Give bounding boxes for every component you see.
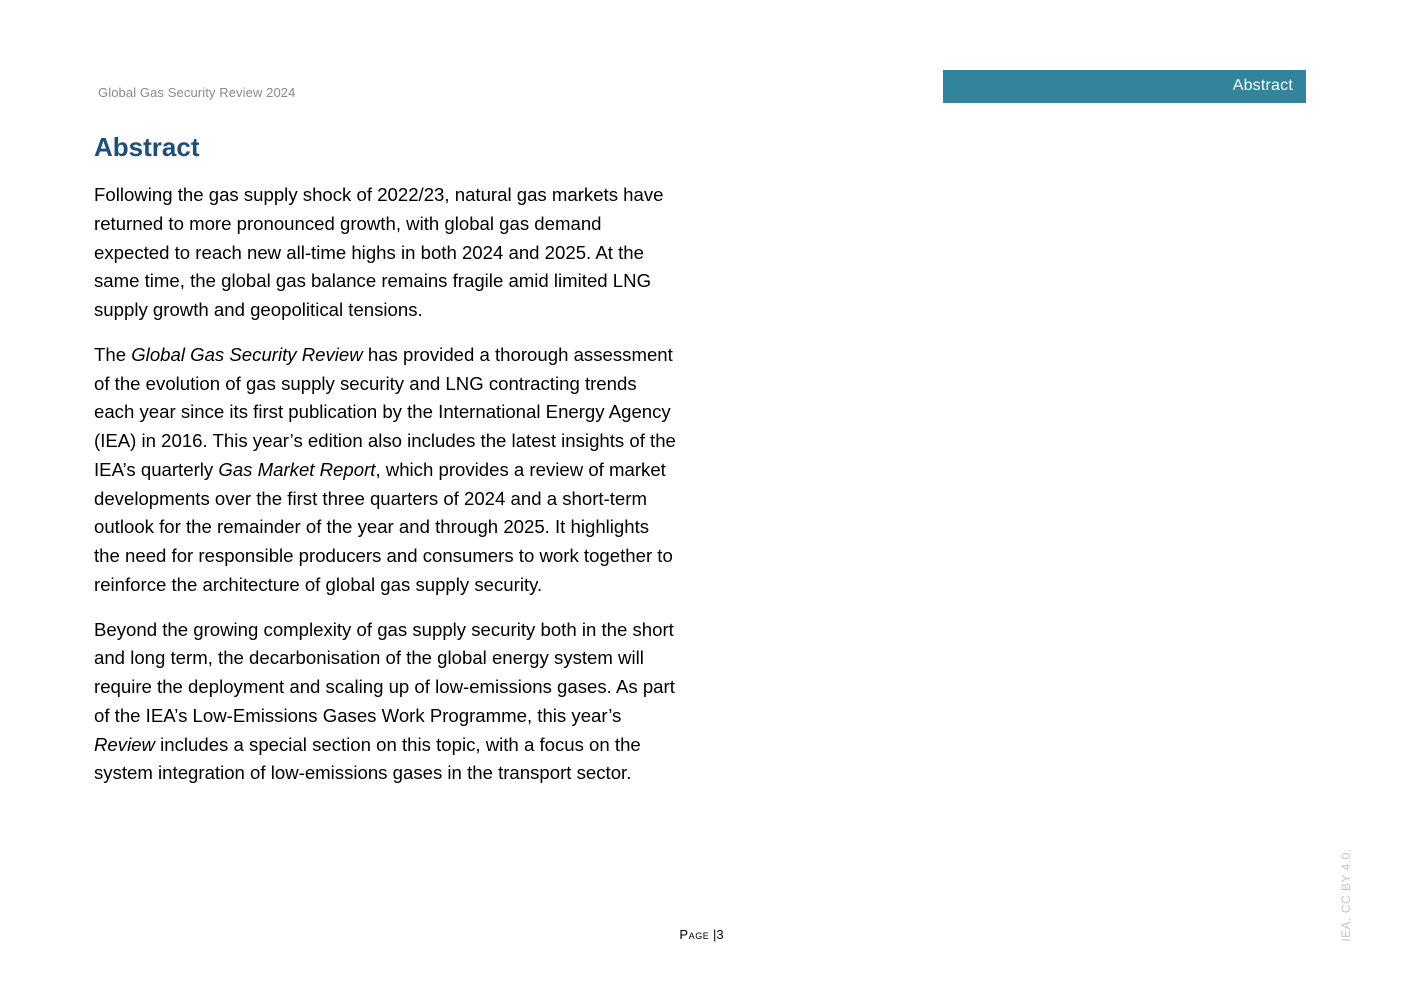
gas-market-report-italic: Gas Market Report <box>218 458 376 480</box>
paragraph-1 <box>94 181 676 325</box>
section-tab <box>943 70 1306 103</box>
license-notice: IEA. CC BY 4.0. <box>1339 848 1353 942</box>
report-title-italic: Global Gas Security Review <box>131 343 363 365</box>
paragraph-3-text-a: Beyond the growing complexity of gas supply security both in the short and long term, the decarbonisation of the global energy system will require the deployment and scaling up of low-emissions gases. As part of the IEA’s Low-Emissions Gases Work Programme, this year’s <box>94 618 675 726</box>
paragraph-3 <box>94 616 676 789</box>
page-number <box>0 927 1403 942</box>
paragraph-2-text-b: has provided a thorough assessment of the evolution of gas supply security and LNG contracting trends each year since its first publication by the International Energy Agency (IEA) in 2016. This year’s edition also includes the latest insights of the IEA’s quarterly <box>94 343 676 480</box>
review-italic: Review <box>94 733 155 755</box>
section-tab-label: Abstract <box>1232 76 1293 94</box>
page-number-value: 3 <box>716 927 724 942</box>
paragraph-3-text-b: includes a special section on this topic, with a focus on the system integration of low-emissions gases in the transport sector. <box>94 733 641 784</box>
paragraph-2-text-a: The <box>94 343 132 365</box>
abstract-body <box>94 181 676 804</box>
paragraph-1-text: Following the gas supply shock of 2022/23, natural gas markets have returned to more pronounced growth, with global gas demand expected to reach new all-time highs in both 2024 and 2025. At the same time, the global gas balance remains fragile amid limited LNG supply growth and geopolitical tensions. <box>94 184 664 320</box>
running-header: Global Gas Security Review 2024 <box>98 85 296 100</box>
page-separator: | <box>713 927 717 942</box>
page-label: Page <box>679 927 710 942</box>
page-title: Abstract <box>94 132 200 162</box>
paragraph-2-text-c: , which provides a review of market developments over the first three quarters of 2024 and a short-term outlook for the remainder of the year and through 2025. It highlights the need for responsible producers and consumers to work together to reinforce the architecture of global gas supply security. <box>94 458 673 595</box>
paragraph-2 <box>94 341 676 600</box>
